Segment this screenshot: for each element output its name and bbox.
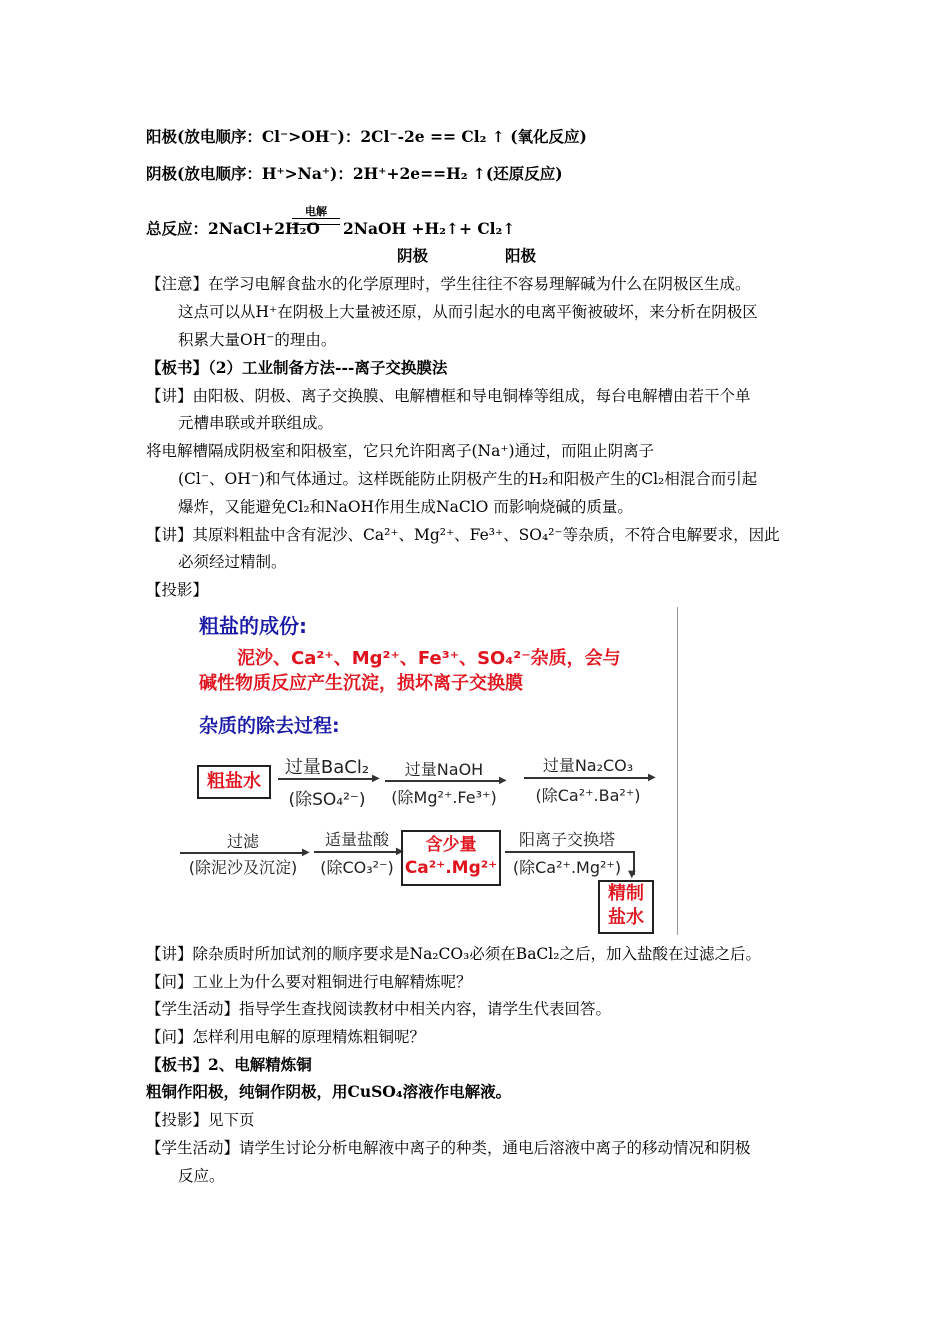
note-line-1: 在学习电解食盐水的化学原理时，学生往往不容易理解碱为什么在阴极区生成。 [208, 275, 751, 293]
question-1: 【问】工业上为什么要对粗铜进行电解精炼呢？ [146, 973, 472, 991]
step3-arrow [524, 777, 652, 779]
total-reaction-prefix: 总反应：2NaCl+2H₂O [146, 219, 320, 238]
lecture-1-line-2: 元槽串联或并联组成。 [178, 414, 334, 432]
lecture-1-line-1: 【讲】由阳极、阴极、离子交换膜、电解槽框和导电铜棒等组成，每台电解槽由若干个单 [146, 387, 751, 405]
step1-arrow [278, 778, 376, 780]
label-anode: 阳极 [505, 246, 537, 265]
note-line-3: 积累大量OH⁻的理由。 [178, 331, 337, 349]
anode-equation: 阳极(放电顺序：Cl⁻>OH⁻)：2Cl⁻-2e == Cl₂ ↑ (氧化反应) [146, 127, 587, 146]
board-heading-2: 【板书】2、电解精炼铜 [146, 1055, 312, 1074]
box-refined-line-1: 精制 [608, 883, 644, 904]
step4-arrow [180, 852, 306, 854]
step2-reagent: 过量NaOH [404, 760, 484, 779]
electrolysis-condition: 电解 [305, 205, 327, 218]
slide-impurity-line-1: 泥沙、Ca²⁺、Mg²⁺、Fe³⁺、SO₄²⁻杂质，会与 [237, 648, 621, 669]
step3-removes: (除Ca²⁺.Ba²⁺) [535, 786, 641, 805]
membrane-para-2: (Cl⁻、OH⁻)和气体通过。这样既能防止阴极产生的H₂和阳极产生的Cl₂相混合而引起 [178, 470, 758, 488]
note-tag: 【注意】 [146, 275, 209, 293]
step5-arrowhead-icon: ▶ [396, 846, 404, 857]
lecture-2-line-1: 【讲】其原料粗盐中含有泥沙、Ca²⁺、Mg²⁺、Fe³⁺、SO₄²⁻等杂质，不符合电解要求，因此 [146, 526, 780, 544]
slide-title: 粗盐的成份: [199, 614, 307, 638]
step2-arrow [385, 780, 503, 782]
cathode-equation: 阴极(放电顺序：H⁺>Na⁺)：2H⁺+2e==H₂ ↑(还原反应) [146, 164, 563, 183]
membrane-para-3: 爆炸，又能避免Cl₂和NaOH作用生成NaClO 而影响烧碱的质量。 [178, 498, 633, 516]
question-2: 【问】怎样利用电解的原理精炼粗铜呢？ [146, 1028, 426, 1046]
equals-sign [292, 218, 340, 225]
step4-arrowhead-icon: ▶ [302, 847, 310, 858]
student-activity-2-line-1: 【学生活动】请学生讨论分析电解液中离子的种类，通电后溶液中离子的移动情况和阴极 [146, 1139, 751, 1157]
lecture-2-line-2: 必须经过精制。 [178, 553, 287, 571]
step6-removes: (除Ca²⁺.Mg²⁺) [512, 858, 622, 877]
step1-arrowhead-icon: ▶ [372, 773, 380, 784]
student-activity-2-line-2: 反应。 [178, 1167, 225, 1185]
projection-slide [174, 607, 678, 935]
step5-arrow [314, 851, 400, 853]
label-cathode: 阴极 [397, 246, 429, 265]
step1-removes: (除SO₄²⁻) [288, 790, 366, 810]
step3-arrowhead-icon: ▶ [648, 772, 656, 783]
step5-removes: (除CO₃²⁻) [320, 858, 394, 877]
step4-operation: 过滤 [226, 832, 259, 851]
box-residual-line-2: Ca²⁺.Mg²⁺ [404, 858, 498, 878]
total-reaction-products: 2NaOH +H₂↑+ Cl₂↑ [343, 219, 516, 238]
step6-arrow [505, 851, 635, 853]
step1-reagent: 过量BaCl₂ [284, 757, 370, 778]
note-line-2: 这点可以从H⁺在阴极上大量被还原，从而引起水的电离平衡被破坏，来分析在阴极区 [178, 303, 758, 321]
step4-removes: (除泥沙及沉淀) [188, 858, 298, 877]
box-refined-brine [598, 880, 654, 934]
projection-2: 【投影】见下页 [146, 1111, 255, 1129]
step3-reagent: 过量Na₂CO₃ [542, 756, 634, 775]
slide-process-title: 杂质的除去过程: [199, 715, 340, 737]
refining-statement: 粗铜作阳极，纯铜作阴极，用CuSO₄溶液作电解液。 [146, 1082, 512, 1101]
membrane-para-1: 将电解槽隔成阴极室和阳极室，它只允许阳离子(Na⁺)通过，而阻止阴离子 [146, 442, 655, 460]
step6-operation: 阳离子交换塔 [518, 830, 615, 849]
box-refined-line-2: 盐水 [608, 907, 644, 928]
step2-removes: (除Mg²⁺.Fe³⁺) [391, 788, 497, 807]
board-heading-1: 【板书】（2）工业制备方法---离子交换膜法 [146, 358, 448, 377]
student-activity-1: 【学生活动】指导学生查找阅读教材中相关内容，请学生代表回答。 [146, 1000, 612, 1018]
step5-reagent: 适量盐酸 [324, 830, 389, 849]
lecture-3: 【讲】除杂质时所加试剂的顺序要求是Na₂CO₃必须在BaCl₂之后，加入盐酸在过滤之后。 [146, 945, 761, 963]
box-residual-line-1: 含少量 [425, 835, 477, 855]
box-residual-ions [401, 830, 501, 886]
step6-arrowhead-icon: ▼ [628, 869, 636, 880]
slide-impurity-line-2: 碱性物质反应产生沉淀，损坏离子交换膜 [199, 673, 523, 694]
step2-arrowhead-icon: ▶ [499, 775, 507, 786]
projection-tag: 【投影】 [146, 581, 209, 599]
note-paragraph [146, 274, 751, 294]
box-crude-brine: 粗盐水 [197, 765, 271, 799]
